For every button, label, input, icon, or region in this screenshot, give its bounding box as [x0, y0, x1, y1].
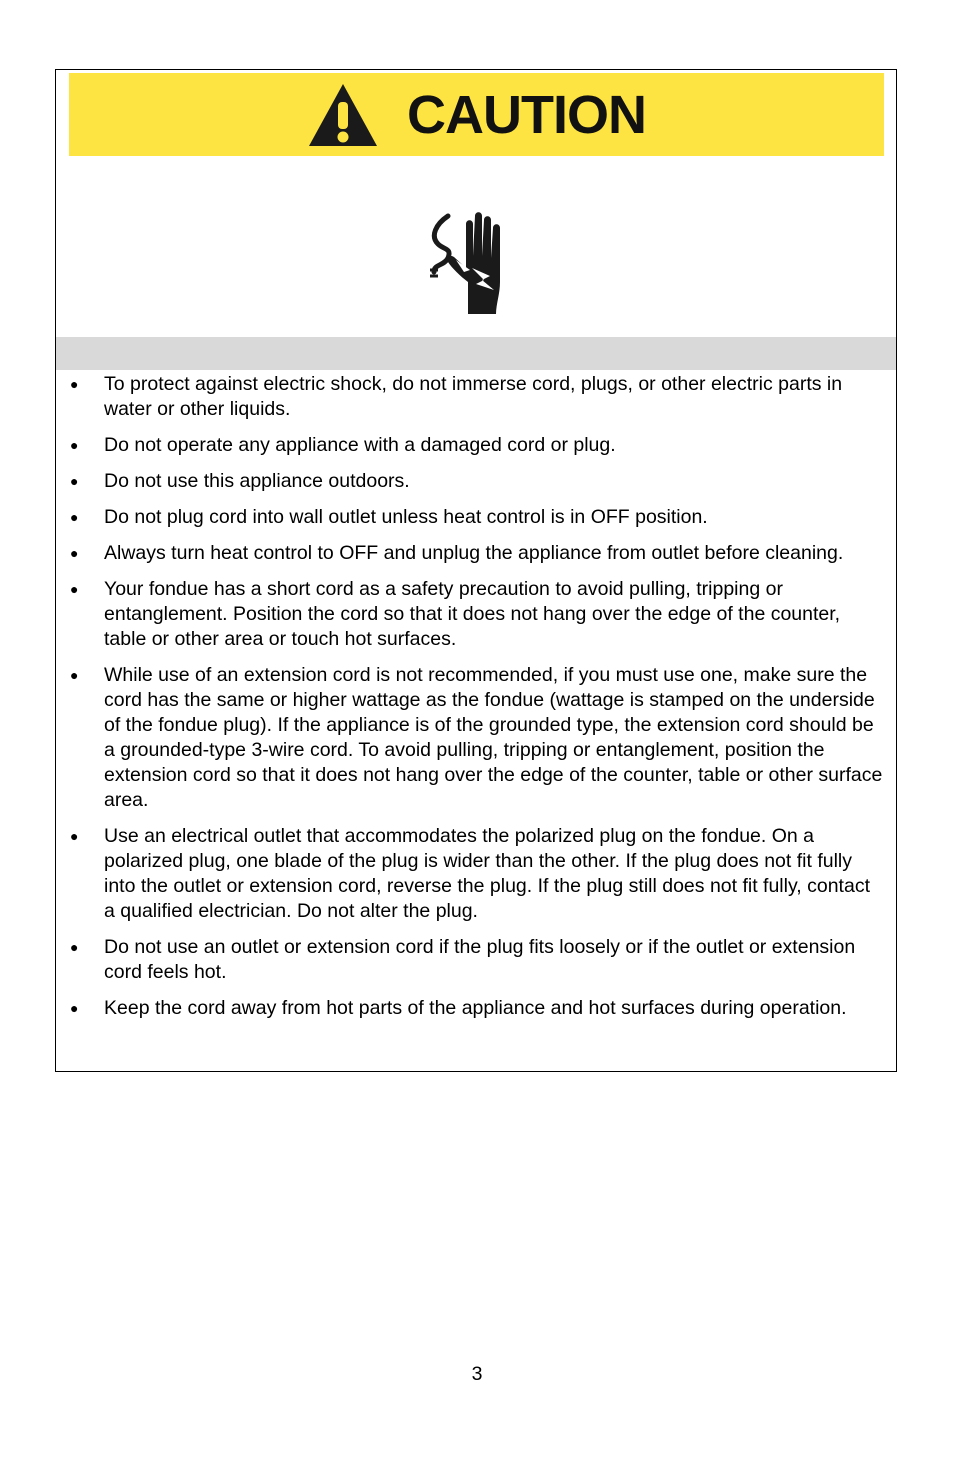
warning-text: Do not use an outlet or extension cord if the plug fits loosely or if the outlet or extension cord feels hot. [104, 936, 856, 983]
bullet-icon: ● [70, 581, 79, 597]
bullet-icon: ● [70, 473, 79, 489]
caution-banner [69, 73, 884, 156]
bullet-icon: ● [70, 509, 79, 525]
warning-list [56, 372, 896, 1032]
list-item [56, 372, 896, 422]
bullet-icon: ● [70, 828, 79, 844]
warning-text: Do not operate any appliance with a damaged cord or plug. [104, 434, 616, 456]
warning-text: Do not use this appliance outdoors. [104, 470, 410, 492]
warning-triangle-icon [307, 82, 379, 148]
warning-text: While use of an extension cord is not recommended, if you must use one, make sure the cord has the same or higher wattage as the fondue (wattage is stamped on the underside of the fondue plug). If the appliance is of the grounded type, the extension cord should be a grounded-type 3-wire cord. To avoid pulling, tripping or entanglement, position the extension cord so that it does not hang over the edge of the counter, table or other surface area. [104, 664, 883, 811]
list-item [56, 505, 896, 530]
list-item [56, 469, 896, 494]
caution-label: CAUTION [407, 84, 646, 145]
list-item [56, 996, 896, 1021]
bullet-icon: ● [70, 667, 79, 683]
warning-text: Always turn heat control to OFF and unplug the appliance from outlet before cleaning. [104, 542, 844, 564]
warning-text: Do not plug cord into wall outlet unless heat control is in OFF position. [104, 506, 708, 528]
list-item [56, 433, 896, 458]
bullet-icon: ● [70, 1000, 79, 1016]
list-item [56, 577, 896, 652]
bullet-icon: ● [70, 376, 79, 392]
bullet-icon: ● [70, 437, 79, 453]
bullet-icon: ● [70, 939, 79, 955]
electric-shock-hand-icon [426, 210, 518, 318]
warning-text: Use an electrical outlet that accommodates the polarized plug on the fondue. On a polarized plug, one blade of the plug is wider than the other. If the plug does not fit fully into the outlet or extension cord, reverse the plug. If the plug still does not fit fully, contact a qualified electrician. Do not alter the plug. [104, 825, 870, 922]
caution-box [55, 69, 897, 1072]
warning-text: Your fondue has a short cord as a safety precaution to avoid pulling, tripping or entanglement. Position the cord so that it does not hang over the edge of the counter, table or other area or touch hot surfaces. [104, 578, 841, 650]
warning-text: To protect against electric shock, do not immerse cord, plugs, or other electric parts in water or other liquids. [104, 373, 843, 420]
warning-text: Keep the cord away from hot parts of the appliance and hot surfaces during operation. [104, 997, 847, 1019]
list-item [56, 935, 896, 985]
list-item [56, 824, 896, 924]
bullet-icon: ● [70, 545, 79, 561]
list-item [56, 663, 896, 813]
page-number: 3 [471, 1363, 483, 1385]
section-divider-bar [56, 337, 896, 370]
list-item [56, 541, 896, 566]
